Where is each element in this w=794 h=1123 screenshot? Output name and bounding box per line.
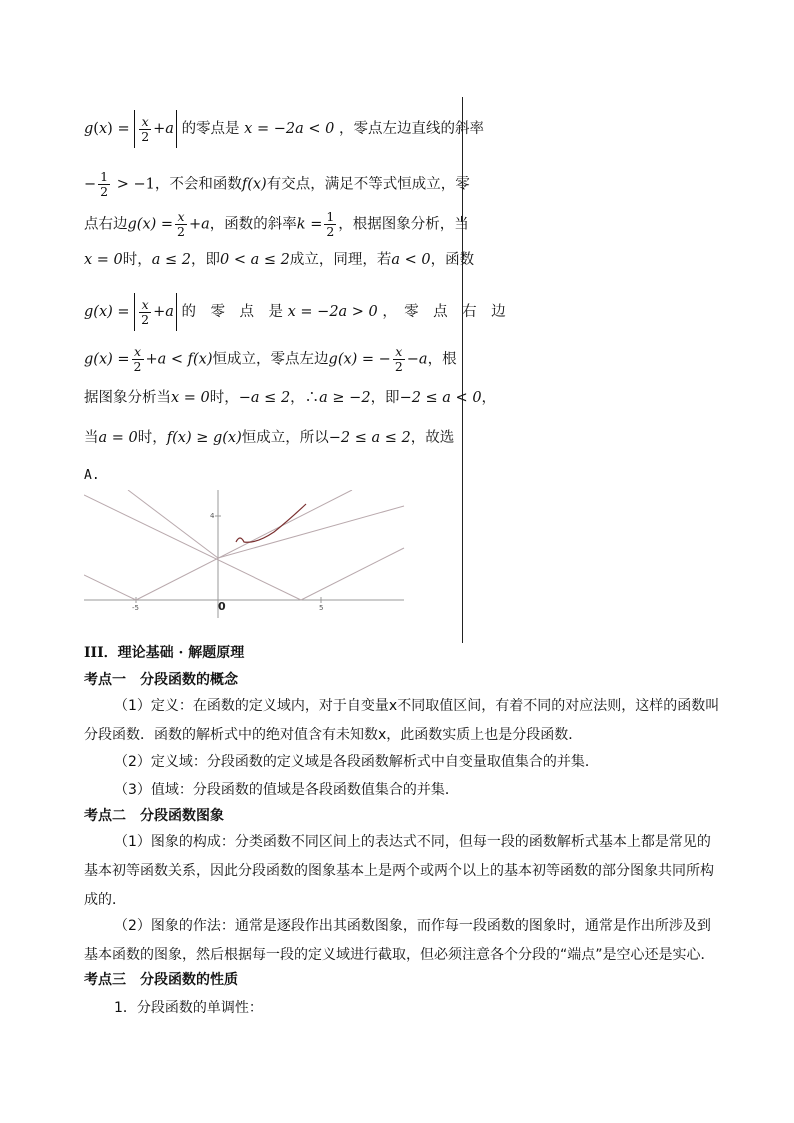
graph-line-f	[218, 506, 404, 558]
solution-line-6: g(x) = $\frac{x}{2}$ +a < f(x)恒成立，零点左边g(x) = − $\frac{x}{2}$ −a，根	[84, 344, 457, 374]
k3-item-1: 1．分段函数的单调性：	[114, 1000, 263, 1016]
origin-label: 0	[218, 600, 226, 613]
fraction: $\frac{x}{2}$	[141, 296, 150, 327]
fraction: $\frac{x}{2}$	[133, 344, 142, 374]
y-tick-label: 4	[210, 512, 215, 520]
fraction: $\frac{x}{2}$	[141, 113, 150, 144]
fraction: $\frac{x}{2}$	[394, 344, 403, 374]
heading-k1: 考点一 分段函数的概念	[84, 672, 238, 688]
graph-line-e	[128, 490, 218, 558]
abs-expression: $\frac{x}{2}$ +a	[134, 293, 177, 331]
graph-line-a	[84, 575, 136, 600]
solution-line-7: 据图象分析当x = 0时，−a ≤ 2，∴a ≥ −2，即−2 ≤ a < 0，	[84, 390, 497, 406]
math-g: g	[84, 121, 94, 137]
text: 的零点是	[181, 121, 240, 137]
solution-line-1: g(x) = $\frac{x}{2}$ +a 的零点是 x = −2a < 0 ，零点左边直线的斜率	[84, 110, 484, 148]
heading-k3: 考点三 分段函数的性质	[84, 972, 238, 988]
solution-line-3: 点右边g(x) = $\frac{x}{2}$ +a，函数的斜率k = $\frac{1}{2}$ ，根据图象分析，当	[84, 209, 469, 239]
answer-label: A.	[84, 468, 100, 483]
solution-line-4: x = 0时，a ≤ 2，即0 < a ≤ 2成立，同理，若a < 0，函数	[84, 252, 475, 268]
section-title: III．理论基础 · 解题原理	[84, 645, 245, 661]
function-graph	[84, 490, 406, 620]
fraction: $\frac{1}{2}$	[100, 169, 109, 199]
k1-paragraph-1: （1）定义：在函数的定义域内，对于自变量x不同取值区间，有着不同的对应法则，这样的函数叫分段函数．函数的解析式中的绝对值含有未知数x，此函数实质上也是分段函数．	[84, 698, 720, 743]
k2-paragraph-2: （2）图象的作法：通常是逐段作出其函数图象，而作每一段函数的图象时，通常是作出所涉及到基本函数的图象，然后根据每一段的定义域进行截取，但必须注意各个分段的“端点”是空心还是实心．	[84, 918, 715, 963]
k1-paragraph-3: （3）值域：分段函数的值域是各段函数值集合的并集．	[114, 782, 459, 798]
x-tick-label-pos: 5	[319, 604, 324, 612]
graph-line-d	[301, 548, 404, 600]
x-tick-label-neg: -5	[132, 604, 139, 612]
graph-line-b	[136, 490, 352, 600]
math-eq: =	[117, 121, 130, 137]
fraction: $\frac{1}{2}$	[326, 209, 335, 239]
math-expr: x = −2a < 0	[244, 121, 335, 137]
solution-line-8: 当a = 0时，f(x) ≥ g(x)恒成立，所以−2 ≤ a ≤ 2，故选	[84, 430, 455, 446]
fraction: $\frac{x}{2}$	[177, 209, 185, 239]
k1-paragraph-2: （2）定义域：分段函数的定义域是各段函数解析式中自变量取值集合的并集．	[114, 754, 599, 770]
math-x: x	[98, 121, 108, 137]
solution-line-5: g(x) = $\frac{x}{2}$ +a 的 零 点 是 x = −2a > 0 ， 零 点 右 边	[84, 293, 506, 331]
k2-paragraph-1: （1）图象的构成：分类函数不同区间上的表达式不同，但每一段的函数解析式基本上都是常见的基本初等函数关系，因此分段函数的图象基本上是两个或两个以上的基本初等函数的部分图象共同所构成的．	[84, 834, 714, 908]
heading-k2: 考点二 分段函数图象	[84, 808, 224, 824]
graph-line-c	[84, 495, 301, 600]
text: ，零点左边直线的斜率	[338, 121, 484, 137]
solution-line-2: − $\frac{1}{2}$ > −1，不会和函数f(x)有交点，满足不等式恒成立，零	[84, 169, 470, 199]
abs-expression: $\frac{x}{2}$ +a	[134, 110, 177, 148]
